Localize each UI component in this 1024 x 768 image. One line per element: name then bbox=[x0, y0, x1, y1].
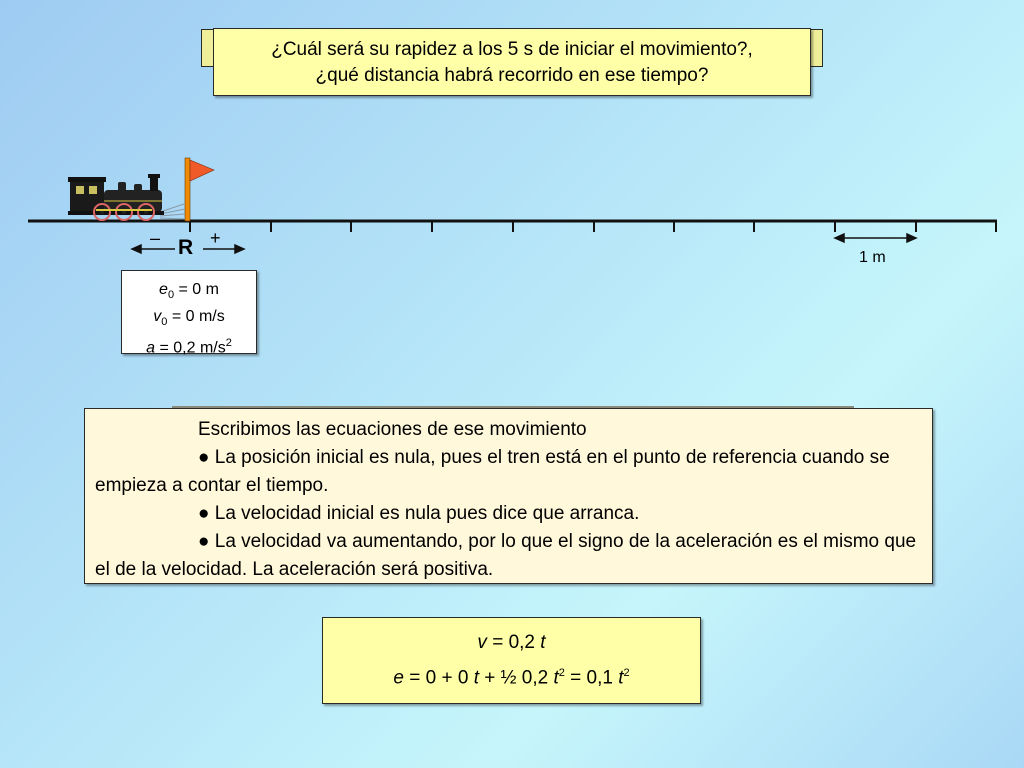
negative-arrowhead bbox=[132, 245, 141, 253]
explanation-point-2: ● La velocidad inicial es nula pues dice que arranca. bbox=[198, 503, 640, 524]
initial-velocity: $v_0 = 0$ m/s bbox=[153, 308, 225, 329]
positive-direction-label: + bbox=[210, 228, 221, 248]
reference-point-label: R bbox=[178, 236, 194, 259]
train-icon bbox=[68, 174, 185, 220]
velocity-equation: v = 0,2 t bbox=[477, 632, 546, 653]
negative-direction-label: – bbox=[150, 228, 161, 248]
question-line-2: ¿qué distancia habrá recorrido en ese tiempo? bbox=[315, 65, 709, 86]
acceleration: a = 0,2 $m/s^2$ bbox=[146, 337, 232, 357]
scale-arrow bbox=[835, 234, 916, 242]
explanation-point-1: ● La posición inicial es nula, pues el tren está en el punto de referencia cuando se empieza a contar el tiempo. bbox=[95, 447, 890, 496]
equations-box bbox=[322, 617, 701, 704]
axis-ticks bbox=[190, 221, 996, 232]
explanation-title: Escribimos las ecuaciones de ese movimiento bbox=[198, 419, 587, 440]
positive-arrowhead bbox=[235, 245, 244, 253]
scale-label: 1 m bbox=[859, 249, 886, 266]
question-line-1: ¿Cuál será su rapidez a los 5 s de iniciar el movimiento?, bbox=[271, 39, 753, 60]
initial-position: $e_0 = 0$ m bbox=[159, 281, 219, 302]
flag-icon bbox=[185, 158, 214, 221]
explanation-point-3: ● La velocidad va aumentando, por lo que el signo de la aceleración es el mismo que el de la velocidad. La aceleración será positiva. bbox=[95, 531, 917, 580]
explanation-box bbox=[84, 408, 933, 584]
initial-conditions-box bbox=[121, 270, 257, 357]
position-equation: e = 0 + 0 t + ½ 0,2 $t^2 = 0,1$ $t^2$ bbox=[393, 667, 630, 689]
